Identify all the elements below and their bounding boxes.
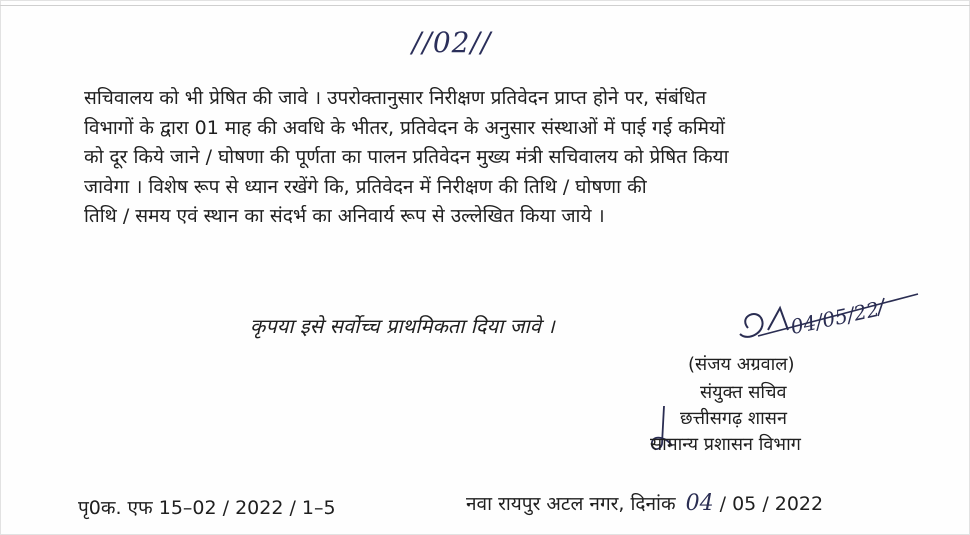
reference-number: पृ0क. एफ 15–02 / 2022 / 1–5 (78, 497, 336, 519)
body-line-3: को दूर किये जाने / घोषणा की पूर्णता का पालन प्रतिवेदन मुख्य मंत्री सचिवालय को प्रेषित किया (84, 146, 729, 168)
body-line-4: जावेगा । विशेष रूप से ध्यान रखेंगे कि, प्रतिवेदन में निरीक्षण की तिथि / घोषणा की (84, 175, 647, 198)
date-month-year: / 05 / 2022 (719, 493, 824, 515)
signatory-government: छत्तीसगढ़ शासन (680, 408, 787, 429)
top-border-line (0, 5, 970, 6)
handwritten-date-day: 04 (685, 491, 714, 516)
place-and-date (466, 490, 823, 516)
priority-request: कृपया इसे सर्वोच्च प्राथमिकता दिया जावे । (250, 314, 555, 338)
signatory-department: सामान्य प्रशासन विभाग (650, 434, 801, 455)
signatory-designation: संयुक्त सचिव (700, 382, 787, 403)
signature-handwritten-date: 04/05/22 (788, 296, 882, 340)
handwritten-page-mark: //02// (412, 26, 492, 59)
signatory-name: (संजय अग्रवाल) (688, 354, 795, 375)
body-line-1: सचिवालय को भी प्रेषित की जावे । उपरोक्तानुसार निरीक्षण प्रतिवेदन प्राप्त होने पर, संबंधित (84, 87, 707, 109)
body-line-5: तिथि / समय एवं स्थान का संदर्भ का अनिवार्य रूप से उल्लेखित किया जाये । (84, 205, 605, 227)
place-label: नवा रायपुर अटल नगर, दिनांक (466, 493, 676, 515)
body-paragraph (84, 84, 954, 232)
body-line-2: विभागों के द्वारा 01 माह की अवधि के भीतर, प्रतिवेदन के अनुसार संस्थाओं में पाई गई कमियों (84, 116, 725, 139)
